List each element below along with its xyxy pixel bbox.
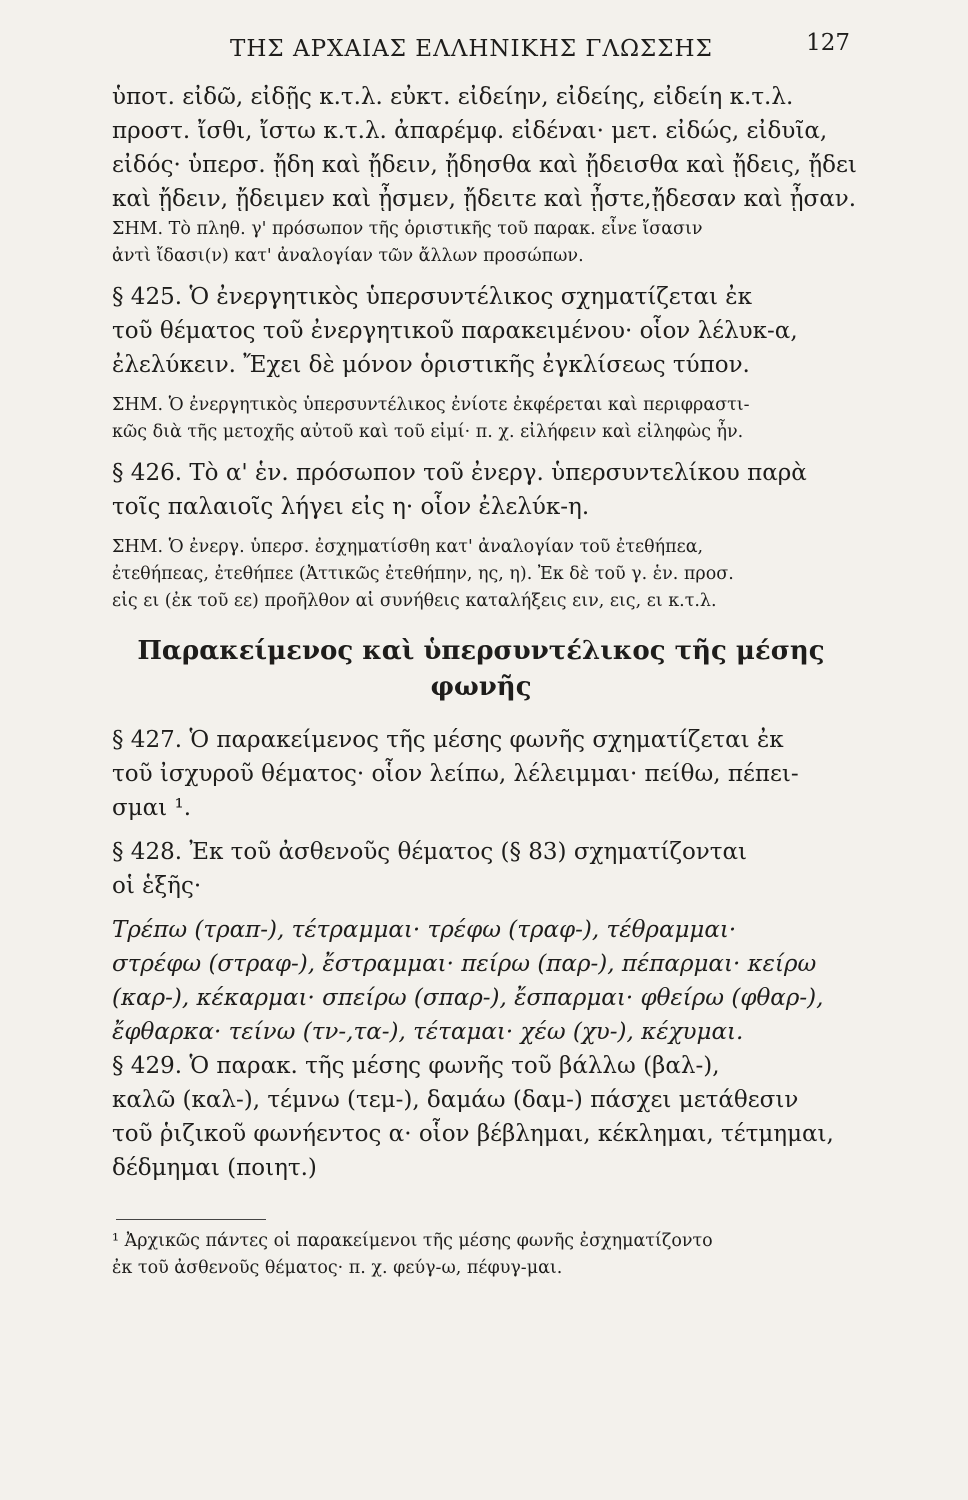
text-line: εἰδός· ὑπερσ. ᾔδη καὶ ᾔδειν, ᾔδησθα καὶ ᾔδεισθα καὶ ᾔδεις, ᾔδει bbox=[112, 152, 857, 178]
text-line: (καρ-), κέκαρμαι· σπείρω (σπαρ-), ἔσπαρμαι· φθείρω (φθαρ-), bbox=[112, 985, 824, 1011]
section-heading-line: φωνῆς bbox=[430, 672, 532, 702]
footnote-line: ¹ Ἀρχικῶς πάντες οἱ παρακείμενοι τῆς μέσης φωνῆς ἐσχηματίζοντο bbox=[112, 1231, 713, 1251]
page-number: 127 bbox=[806, 30, 850, 56]
paragraph-429 bbox=[112, 1049, 850, 1185]
paragraph-428 bbox=[112, 835, 850, 903]
text-line: στρέφω (στραφ-), ἔστραμμαι· πείρω (παρ-), πέπαρμαι· κείρω bbox=[112, 951, 817, 977]
text-line: προστ. ἴσθι, ἴστω κ.τ.λ. ἀπαρέμφ. εἰδέναι· μετ. εἰδώς, εἰδυῖα, bbox=[112, 118, 828, 144]
footnote bbox=[112, 1228, 850, 1282]
text-line: τοῖς παλαιοῖς λήγει εἰς η· οἷον ἐλελύκ-η. bbox=[112, 494, 590, 520]
text-line: § 426. Τὸ α' ἑν. πρόσωπον τοῦ ἐνεργ. ὑπερσυντελίκου παρὰ bbox=[112, 460, 807, 486]
text-line: τοῦ ἰσχυροῦ θέματος· οἷον λείπω, λέλειμμαι· πείθω, πέπει- bbox=[112, 761, 799, 787]
text-line: σμαι ¹. bbox=[112, 795, 192, 821]
text-line: ἔφθαρκα· τείνω (τν-,τα-), τέταμαι· χέω (χυ-), κέχυμαι. bbox=[112, 1019, 744, 1045]
note-line: εἰς ει (ἐκ τοῦ εε) προῆλθον αἱ συνήθεις καταλήξεις ειν, εις, ει κ.τ.λ. bbox=[112, 591, 717, 611]
footnote-line: ἐκ τοῦ ἀσθενοῦς θέματος· π. χ. φεύγ-ω, πέφυγ-μαι. bbox=[112, 1258, 563, 1278]
running-title: ΤΗΣ ΑΡΧΑΙΑΣ ΕΛΛΗΝΙΚΗΣ ΓΛΩΣΣΗΣ bbox=[230, 36, 713, 62]
note bbox=[112, 534, 850, 615]
text-line: § 429. Ὁ παρακ. τῆς μέσης φωνῆς τοῦ βάλλω (βαλ-), bbox=[112, 1053, 720, 1079]
verb-list bbox=[112, 913, 850, 1049]
text-line: οἱ ἑξῆς· bbox=[112, 873, 202, 899]
section-heading bbox=[112, 633, 850, 705]
section-heading-line: Παρακείμενος καὶ ὑπερσυντέλικος τῆς μέσης bbox=[137, 636, 825, 666]
note-line: ΣΗΜ. Ὁ ἐνεργ. ὑπερσ. ἐσχηματίσθη κατ' ἀναλογίαν τοῦ ἐτεθήπεα, bbox=[112, 537, 704, 557]
text-line: § 427. Ὁ παρακείμενος τῆς μέσης φωνῆς σχηματίζεται ἐκ bbox=[112, 727, 784, 753]
text-line: δέδμημαι (ποιητ.) bbox=[112, 1155, 317, 1181]
note-line: ΣΗΜ. Ὁ ἐνεργητικὸς ὑπερσυντέλικος ἐνίοτε ἐκφέρεται καὶ περιφραστι- bbox=[112, 395, 750, 415]
note-line: κῶς διὰ τῆς μετοχῆς αὐτοῦ καὶ τοῦ εἰμί· π. χ. εἰλήφειν καὶ εἰληφὼς ἦν. bbox=[112, 422, 744, 442]
text-line: ἐλελύκειν. Ἔχει δὲ μόνον ὁριστικῆς ἐγκλίσεως τύπον. bbox=[112, 352, 750, 378]
text-line: καὶ ᾔδειν, ᾔδειμεν καὶ ᾖσμεν, ᾔδειτε καὶ ᾖστε,ᾔδεσαν καὶ ᾖσαν. bbox=[112, 186, 857, 212]
text-line: τοῦ ῥιζικοῦ φωνήεντος α· οἷον βέβλημαι, κέκλημαι, τέτμημαι, bbox=[112, 1121, 834, 1147]
note-line: ἐτεθήπεας, ἐτεθήπεε (Ἀττικῶς ἐτεθήπην, ης, η). Ἐκ δὲ τοῦ γ. ἑν. προσ. bbox=[112, 564, 734, 584]
text-line: τοῦ θέματος τοῦ ἐνεργητικοῦ παρακειμένου· οἷον λέλυκ-α, bbox=[112, 318, 798, 344]
paragraph-427 bbox=[112, 723, 850, 825]
running-head bbox=[112, 30, 850, 80]
note bbox=[112, 392, 850, 446]
footnote-divider bbox=[116, 1219, 266, 1220]
paradigm-continuation bbox=[112, 80, 857, 216]
text-line: § 428. Ἐκ τοῦ ἀσθενοῦς θέματος (§ 83) σχηματίζονται bbox=[112, 839, 748, 865]
paragraph-426 bbox=[112, 456, 850, 524]
text-line: § 425. Ὁ ἐνεργητικὸς ὑπερσυντέλικος σχηματίζεται ἐκ bbox=[112, 284, 753, 310]
text-line: ὑποτ. εἰδῶ, εἰδῇς κ.τ.λ. εὐκτ. εἰδείην, εἰδείης, εἰδείη κ.τ.λ. bbox=[112, 84, 794, 110]
text-line: Τρέπω (τραπ-), τέτραμμαι· τρέφω (τραφ-), τέθραμμαι· bbox=[112, 917, 737, 943]
note-line: ἀντὶ ἴδασι(ν) κατ' ἀναλογίαν τῶν ἄλλων προσώπων. bbox=[112, 246, 584, 266]
paragraph-425 bbox=[112, 280, 850, 382]
text-line: καλῶ (καλ-), τέμνω (τεμ-), δαμάω (δαμ-) πάσχει μετάθεσιν bbox=[112, 1087, 799, 1113]
note-line: ΣΗΜ. Τὸ πληθ. γ' πρόσωπον τῆς ὁριστικῆς τοῦ παρακ. εἶνε ἴσασιν bbox=[112, 219, 703, 239]
note bbox=[112, 216, 850, 270]
